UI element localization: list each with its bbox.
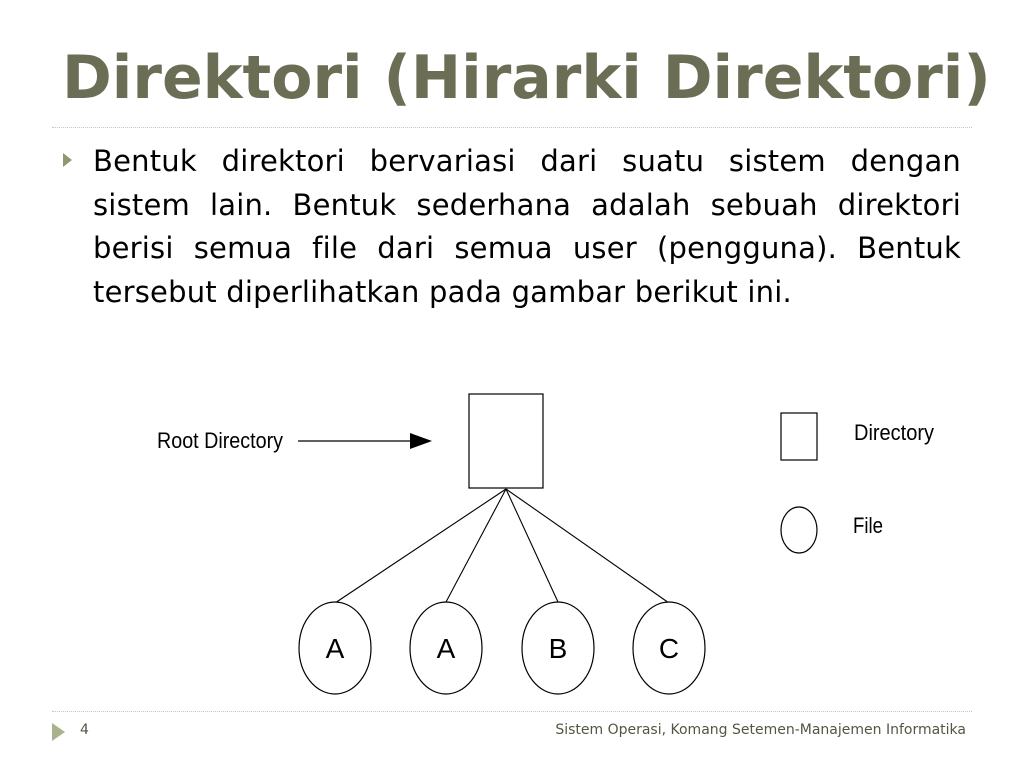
footer-arrow-icon bbox=[52, 723, 65, 741]
root-directory-box bbox=[469, 394, 543, 488]
footer-divider bbox=[52, 711, 972, 712]
file-node bbox=[522, 602, 594, 694]
legend-file-label: File bbox=[853, 513, 883, 538]
file-node-label: A bbox=[436, 633, 456, 664]
legend-directory-label: Directory bbox=[854, 420, 934, 445]
file-node-label: B bbox=[548, 633, 568, 664]
file-node-label: A bbox=[325, 633, 345, 664]
file-node bbox=[299, 602, 371, 694]
file-node-label: C bbox=[658, 633, 680, 664]
root-arrow-icon bbox=[298, 433, 432, 449]
file-node bbox=[410, 602, 482, 694]
bullet-text: Bentuk direktori bervariasi dari suatu sistem dengan sistem lain. Bentuk sederhana adalah sebuah direktori berisi semua file dari semua user (pengguna). Bentuk tersebut diperlihatkan pada gambar berikut ini. bbox=[93, 144, 961, 309]
file-node bbox=[633, 602, 705, 694]
footer-text: Sistem Operasi, Komang Setemen-Manajemen Informatika bbox=[555, 722, 966, 738]
legend-directory-icon bbox=[781, 413, 817, 460]
page-number: 4 bbox=[80, 722, 89, 738]
tree-connectors bbox=[335, 489, 669, 603]
slide-title: Direktori (Hirarki Direktori) bbox=[62, 43, 991, 113]
root-directory-label: Root Directory bbox=[157, 428, 283, 453]
legend-file-icon bbox=[781, 507, 817, 553]
